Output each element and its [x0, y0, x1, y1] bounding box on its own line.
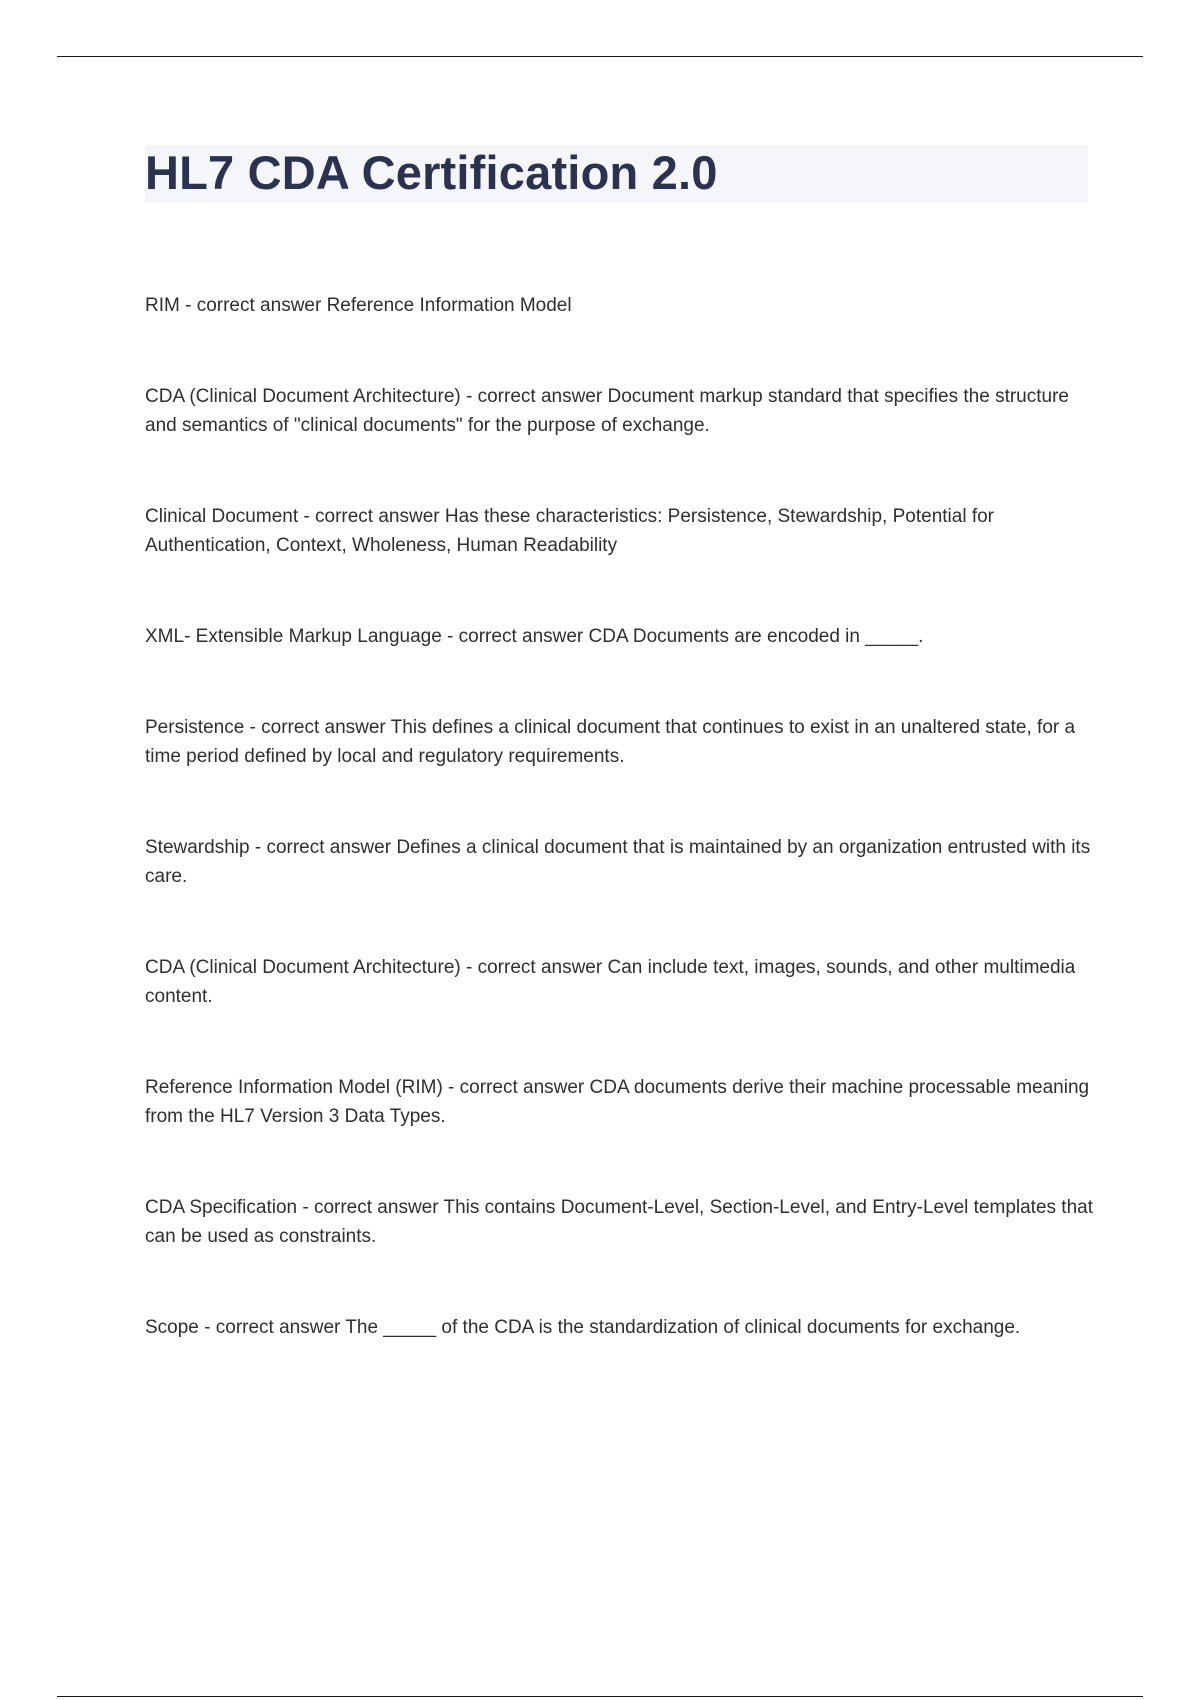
qa-item: CDA Specification - correct answer This contains Document-Level, Section-Level, and Entry-Level templates that can be used as constraints.: [145, 1197, 1093, 1247]
top-divider: [57, 56, 1143, 57]
document-title: HL7 CDA Certification 2.0: [145, 146, 718, 199]
qa-item: Stewardship - correct answer Defines a clinical document that is maintained by an organization entrusted with its care.: [145, 837, 1091, 887]
bottom-divider: [57, 1696, 1143, 1697]
qa-item: Scope - correct answer The _____ of the CDA is the standardization of clinical documents for exchange.: [145, 1317, 1021, 1338]
qa-item: CDA (Clinical Document Architecture) - correct answer Can include text, images, sounds, and other multimedia content.: [145, 957, 1076, 1007]
qa-item: XML- Extensible Markup Language - correct answer CDA Documents are encoded in _____.: [145, 626, 924, 647]
qa-list: [145, 291, 1095, 1342]
qa-item: Reference Information Model (RIM) - correct answer CDA documents derive their machine processable meaning from the HL7 Version 3 Data Types.: [145, 1077, 1090, 1127]
qa-item: Persistence - correct answer This defines a clinical document that continues to exist in an unaltered state, for a time period defined by local and regulatory requirements.: [145, 717, 1076, 767]
qa-item: Clinical Document - correct answer Has these characteristics: Persistence, Stewardship, Potential for Authentication, Context, Wholeness, Human Readability: [145, 506, 995, 556]
qa-item: RIM - correct answer Reference Information Model: [145, 295, 572, 316]
qa-item: CDA (Clinical Document Architecture) - correct answer Document markup standard that specifies the structure and semantics of "clinical documents" for the purpose of exchange.: [145, 386, 1069, 436]
